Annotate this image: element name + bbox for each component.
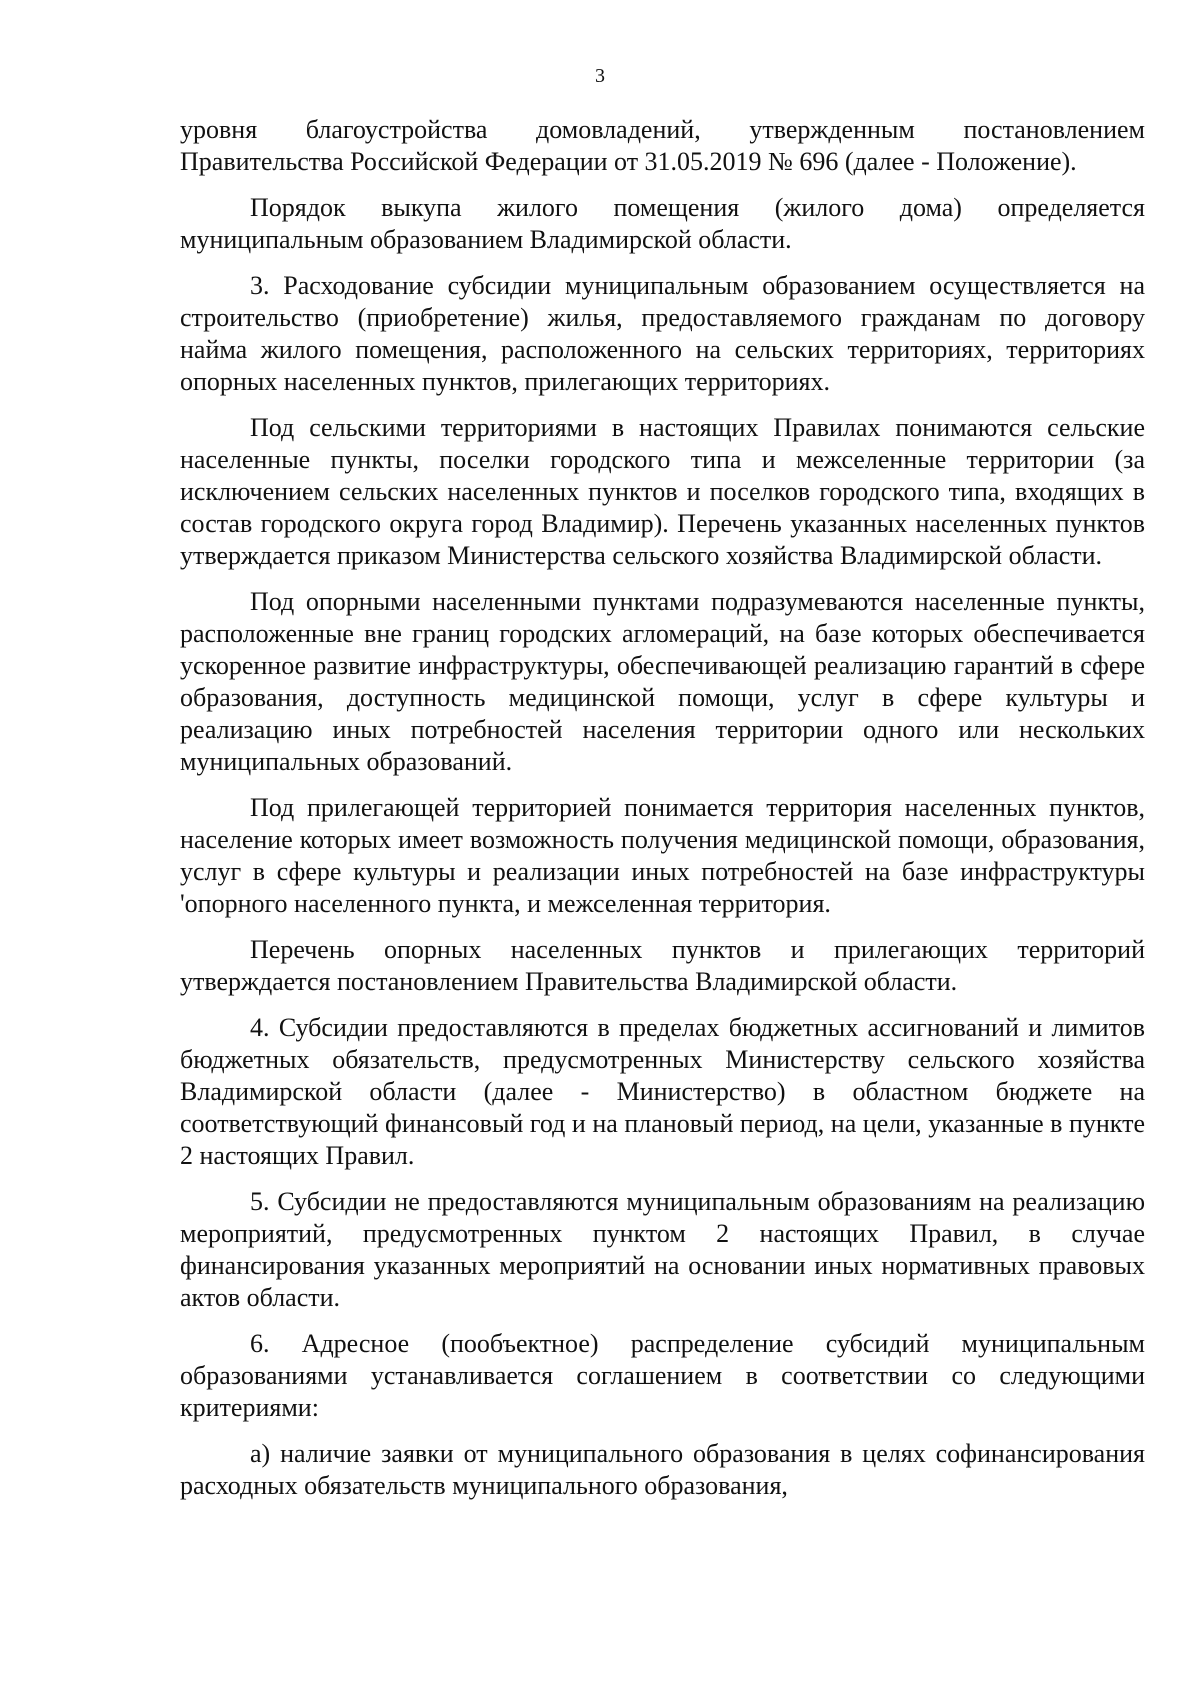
paragraph-2: Порядок выкупа жилого помещения (жилого дома) определяется муниципальным образованием Владимирской области. xyxy=(180,193,1145,254)
paragraph-4: Под сельскими территориями в настоящих Правилах понимаются сельские населенные пункты, поселки городского типа и межселенные территории (за исключением сельских населенных пунктов и поселков городского типа, входящих в состав городского округа город Владимир). Перечень указанных населенных пунктов утверждается приказом Министерства сельского хозяйства Владимирской области. xyxy=(180,413,1145,570)
paragraph-10: 6. Адресное (пообъектное) распределение субсидий муниципальным образованиями устанавливается соглашением в соответствии со следующими критериями: xyxy=(180,1329,1145,1422)
paragraph-9: 5. Субсидии не предоставляются муниципальным образованиям на реализацию мероприятий, предусмотренных пунктом 2 настоящих Правил, в случае финансирования указанных мероприятий на основании иных нормативных правовых актов области. xyxy=(180,1187,1145,1312)
paragraph-6: Под прилегающей территорией понимается территория населенных пунктов, население которых имеет возможность получения медицинской помощи, образования, услуг в сфере культуры и реализации иных потребностей на базе инфраструктуры 'опорного населенного пункта, и межселенная территория. xyxy=(180,793,1145,918)
paragraph-5: Под опорными населенными пунктами подразумеваются населенные пункты, расположенные вне границ городских агломераций, на базе которых обеспечивается ускоренное развитие инфраструктуры, обеспечивающей реализацию гарантий в сфере образования, доступность медицинской помощи, услуг в сфере культуры и реализацию иных потребностей населения территории одного или нескольких муниципальных образований. xyxy=(180,587,1145,776)
paragraph-8: 4. Субсидии предоставляются в пределах бюджетных ассигнований и лимитов бюджетных обязательств, предусмотренных Министерству сельского хозяйства Владимирской области (далее - Министерство) в областном бюджете на соответствующий финансовый год и на плановый период, на цели, указанные в пункте 2 настоящих Правил. xyxy=(180,1013,1145,1170)
page-number: 3 xyxy=(595,65,605,87)
paragraph-3: 3. Расходование субсидии муниципальным образованием осуществляется на строительство (приобретение) жилья, предоставляемого гражданам по договору найма жилого помещения, расположенного на сельских территориях, территориях опорных населенных пунктов, прилегающих территориях. xyxy=(180,271,1145,396)
paragraph-1: уровня благоустройства домовладений, утвержденным постановлением Правительства Российской Федерации от 31.05.2019 № 696 (далее - Положение). xyxy=(180,115,1145,176)
paragraph-7: Перечень опорных населенных пунктов и прилегающих территорий утверждается постановлением Правительства Владимирской области. xyxy=(180,935,1145,996)
paragraph-11: а) наличие заявки от муниципального образования в целях софинансирования расходных обязательств муниципального образования, xyxy=(180,1439,1145,1500)
document-body xyxy=(180,114,1145,1516)
